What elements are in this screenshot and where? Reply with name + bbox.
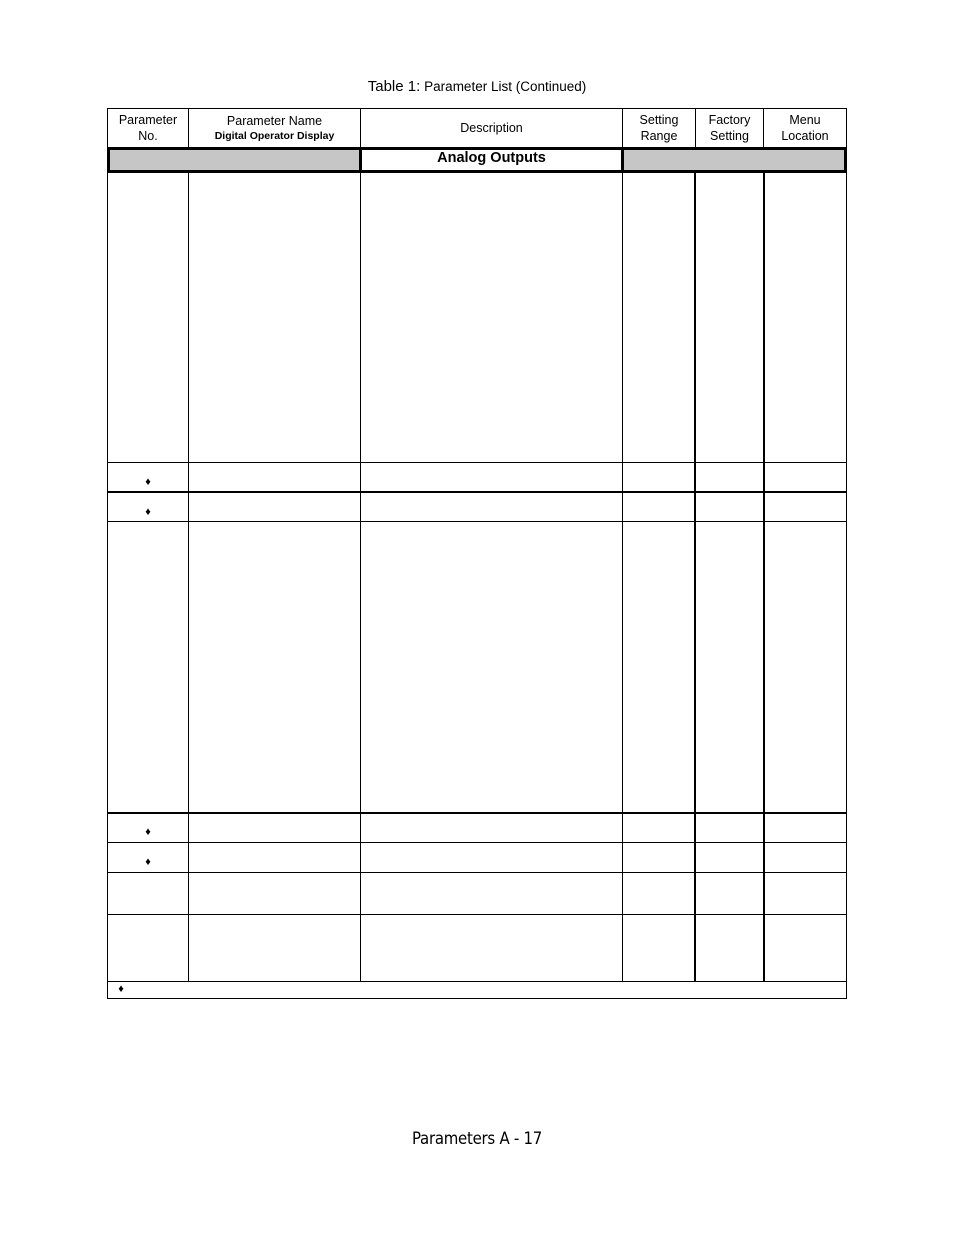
table-caption-text: Parameter List (Continued) [424,79,587,94]
header-factory-setting-line1: Factory [708,113,751,127]
row-divider-3 [107,521,847,522]
header-setting-range-line2: Range [640,129,678,143]
header-menu-location [764,109,846,147]
row-marker: ♦ [145,856,151,868]
header-factory-setting-line2: Setting [710,129,749,143]
table-right-border [846,108,847,999]
section-band-right [622,148,847,171]
row-divider-7 [107,914,847,915]
header-parameter-name [189,109,360,147]
header-parameter-name-line1: Parameter Name [226,114,323,128]
row-divider-4 [107,812,847,814]
col-divider-1-body [188,172,189,982]
row-marker: ♦ [145,506,151,518]
header-description [361,109,622,147]
row-divider-2 [107,491,847,493]
header-parameter-no-line2: No. [138,129,158,143]
header-menu-location-line2: Location [781,129,829,143]
row-divider-8 [107,981,847,982]
row-divider-5 [107,842,847,843]
col-divider-5-body [763,172,765,982]
row-divider-1 [107,462,847,463]
section-band-left [107,148,360,171]
footnote-marker: ♦ [118,983,124,995]
header-description-text: Description [460,121,523,135]
col-divider-3 [622,108,623,982]
table-left-border [107,108,108,999]
page-footer: Parameters A - 17 [411,1129,543,1149]
header-setting-range [623,109,695,147]
section-title: Analog Outputs [437,150,546,166]
col-divider-3-band [621,147,624,173]
header-factory-setting [696,109,763,147]
header-parameter-no [108,109,188,147]
row-divider-6 [107,872,847,873]
col-divider-4-body [694,172,696,982]
header-menu-location-line1: Menu [789,113,821,127]
section-band-left-edge [107,147,110,173]
header-parameter-name-sub: Digital Operator Display [214,130,335,142]
row-marker: ♦ [145,476,151,488]
col-divider-2 [360,108,361,982]
parameter-table [107,108,847,999]
section-band-bottom [107,170,847,173]
table-caption-prefix: Table 1: [367,78,421,95]
section-band-right-edge [844,147,847,173]
header-setting-range-line1: Setting [639,113,679,127]
table-caption [0,78,954,95]
header-parameter-no-line1: Parameter [118,113,178,127]
table-bottom-border [107,998,847,999]
row-marker: ♦ [145,826,151,838]
